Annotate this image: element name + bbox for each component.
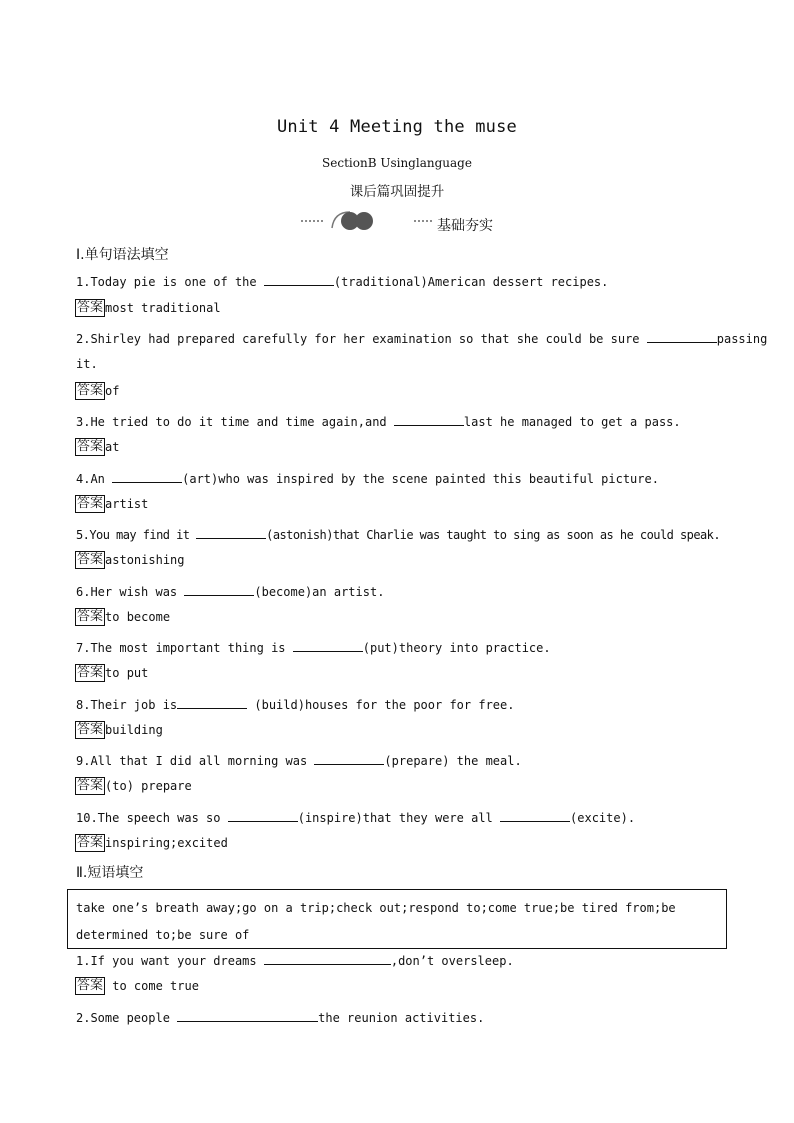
page-title: Unit 4 Meeting the muse [276,117,517,137]
answer-blank [228,809,298,822]
question-6: 6.Her wish was (become)an artist. [76,585,385,599]
answer-tag: 答案 [77,300,104,315]
answer-blank [112,470,182,483]
answer-tag: 答案 [77,609,104,624]
question-4: 4.An (art)who was inspired by the scene painted this beautiful picture. [76,472,659,486]
answer-blank [647,330,717,343]
answer-6: 答案 to become [77,609,171,624]
answer-8: 答案 building [77,722,163,737]
answer-9: 答案 (to) prepare [77,778,192,793]
answer-4: 答案 artist [77,496,149,511]
answer-5: 答案 astonishing [77,552,185,567]
section-subtitle-cn: 课后篇巩固提升 [349,184,445,200]
answer-1: 答案 most traditional [77,300,221,315]
answer-blank [394,413,464,426]
answer-3: 答案 at [77,439,120,454]
answer-blank [184,583,254,596]
answer-blank [196,526,266,539]
answer-blank [314,752,384,765]
answer-blank [177,1009,318,1022]
answer-tag: 答案 [77,722,104,737]
part2-question-2: 2.Some people the reunion activities. [76,1011,485,1025]
answer-tag: 答案 [77,383,104,398]
question-7: 7.The most important thing is (put)theory into practice. [76,641,551,655]
answer-tag: 答案 [77,778,104,793]
phrase-bank-text: take one’s breath away;go on a trip;check out;respond to;come true;be tired from;be determined to;be sure of [76,901,676,942]
answer-tag: 答案 [77,496,104,511]
question-5: 5.You may find it (astonish)that Charlie was taught to sing as soon as he could speak. [76,528,721,542]
answer-blank [264,273,334,286]
question-9: 9.All that I did all morning was (prepare) the meal. [76,754,522,768]
section-badge: 基础夯实 [437,218,493,234]
question-2-cont: it. [76,357,98,371]
answer-tag: 答案 [77,835,104,850]
phrase-bank-box [67,889,727,949]
answer-blank [177,696,247,709]
answer-10: 答案 inspiring;excited [77,835,228,850]
part2-heading: Ⅱ.短语填空 [76,865,144,881]
answer-blank [500,809,570,822]
answer-tag: 答案 [77,665,104,680]
question-1: 1.Today pie is one of the (traditional)American dessert recipes. [76,275,609,289]
question-2: 2.Shirley had prepared carefully for her examination so that she could be sure passing [76,332,768,346]
answer-2: 答案 of [77,383,120,398]
question-10: 10.The speech was so (inspire)that they were all (excite). [76,811,636,825]
question-3: 3.He tried to do it time and time again,and last he managed to get a pass. [76,415,681,429]
answer-tag: 答案 [77,978,104,993]
question-8: 8.Their job is (build)houses for the poor for free. [76,698,515,712]
part2-answer-1: 答案 to come true [77,978,199,993]
answer-blank [293,639,363,652]
section-subtitle: SectionB Usinglanguage [322,156,472,170]
part2-question-1: 1.If you want your dreams ,don’t oversleep. [76,954,514,968]
part1-heading: Ⅰ.单句语法填空 [76,247,169,263]
answer-blank [264,952,391,965]
answer-tag: 答案 [77,552,104,567]
answer-tag: 答案 [77,439,104,454]
answer-7: 答案 to put [77,665,149,680]
